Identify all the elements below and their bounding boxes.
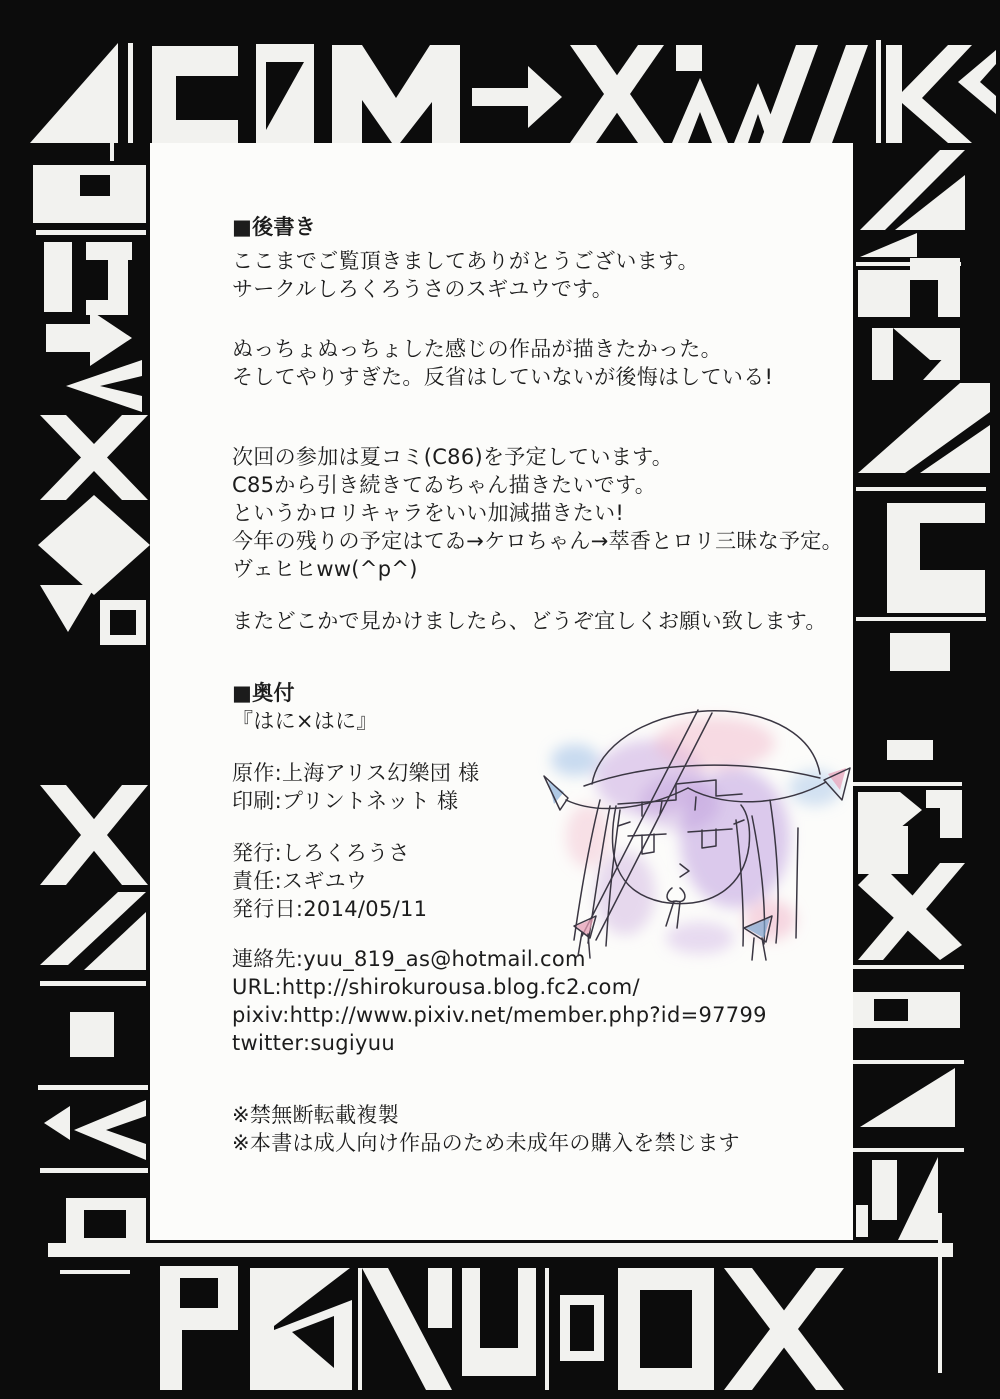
contact-url: URL:http://shirokurousa.blog.fc2.com/ (232, 975, 640, 999)
top-border-pattern (0, 0, 1000, 143)
contact-twitter: twitter:sugiyuu (232, 1031, 395, 1055)
text-line: 次回の参加は夏コミ(C86)を予定しています。 (232, 445, 673, 469)
afterword-paragraph-1 (232, 247, 832, 303)
text-line: というかロリキャラをいい加減描きたい! (232, 501, 625, 525)
publish-date: 発行日:2014/05/11 (232, 897, 428, 921)
afterword-text-block (232, 213, 843, 1157)
text-line: C85から引き続きてゐちゃん描きたいです。 (232, 473, 657, 497)
responsible: 責任:スギユウ (232, 869, 368, 893)
publisher: 発行:しろくろうさ (232, 841, 410, 865)
colophon-heading: ■奥付 (232, 681, 295, 705)
right-border-pattern (853, 143, 1000, 1399)
colophon-notices (232, 1101, 832, 1157)
text-line: サークルしろくろうさのスギユウです。 (232, 277, 614, 301)
text-line: またどこかで見かけましたら、どうぞ宜しくお願い致します。 (232, 609, 827, 633)
afterword-paragraph-2 (232, 335, 832, 391)
bottom-border-pattern (150, 1240, 853, 1399)
contact-pixiv: pixiv:http://www.pixiv.net/member.php?id=97799 (232, 1003, 767, 1027)
text-line: ここまでご覧頂きましてありがとうございます。 (232, 249, 699, 273)
left-border-pattern (0, 143, 150, 1399)
notice-no-reproduction: ※禁無断転載複製 (232, 1103, 399, 1127)
text-line: 今年の残りの予定はてゐ→ケロちゃん→萃香とロリ三昧な予定。 (232, 529, 843, 553)
credit-printing: 印刷:プリントネット 様 (232, 789, 459, 813)
text-line: そしてやりすぎた。反省はしていないが後悔はしている! (232, 365, 774, 389)
contact-email: 連絡先:yuu_819_as@hotmail.com (232, 947, 586, 971)
text-line: ぬっちょぬっちょした感じの作品が描きたかった。 (232, 337, 722, 361)
afterword-heading: ■後書き (232, 215, 317, 239)
afterword-paragraph-4 (232, 607, 832, 635)
text-line: ヴェヒヒww(^p^) (232, 557, 418, 581)
afterword-paragraph-3 (232, 443, 843, 583)
credit-original: 原作:上海アリス幻樂団 様 (232, 761, 480, 785)
chibi-girl-watercolor-sketch (530, 688, 852, 974)
book-title: 『はに×はに』 (232, 709, 378, 733)
notice-adult-only: ※本書は成人向け作品のため未成年の購入を禁じます (232, 1131, 740, 1155)
